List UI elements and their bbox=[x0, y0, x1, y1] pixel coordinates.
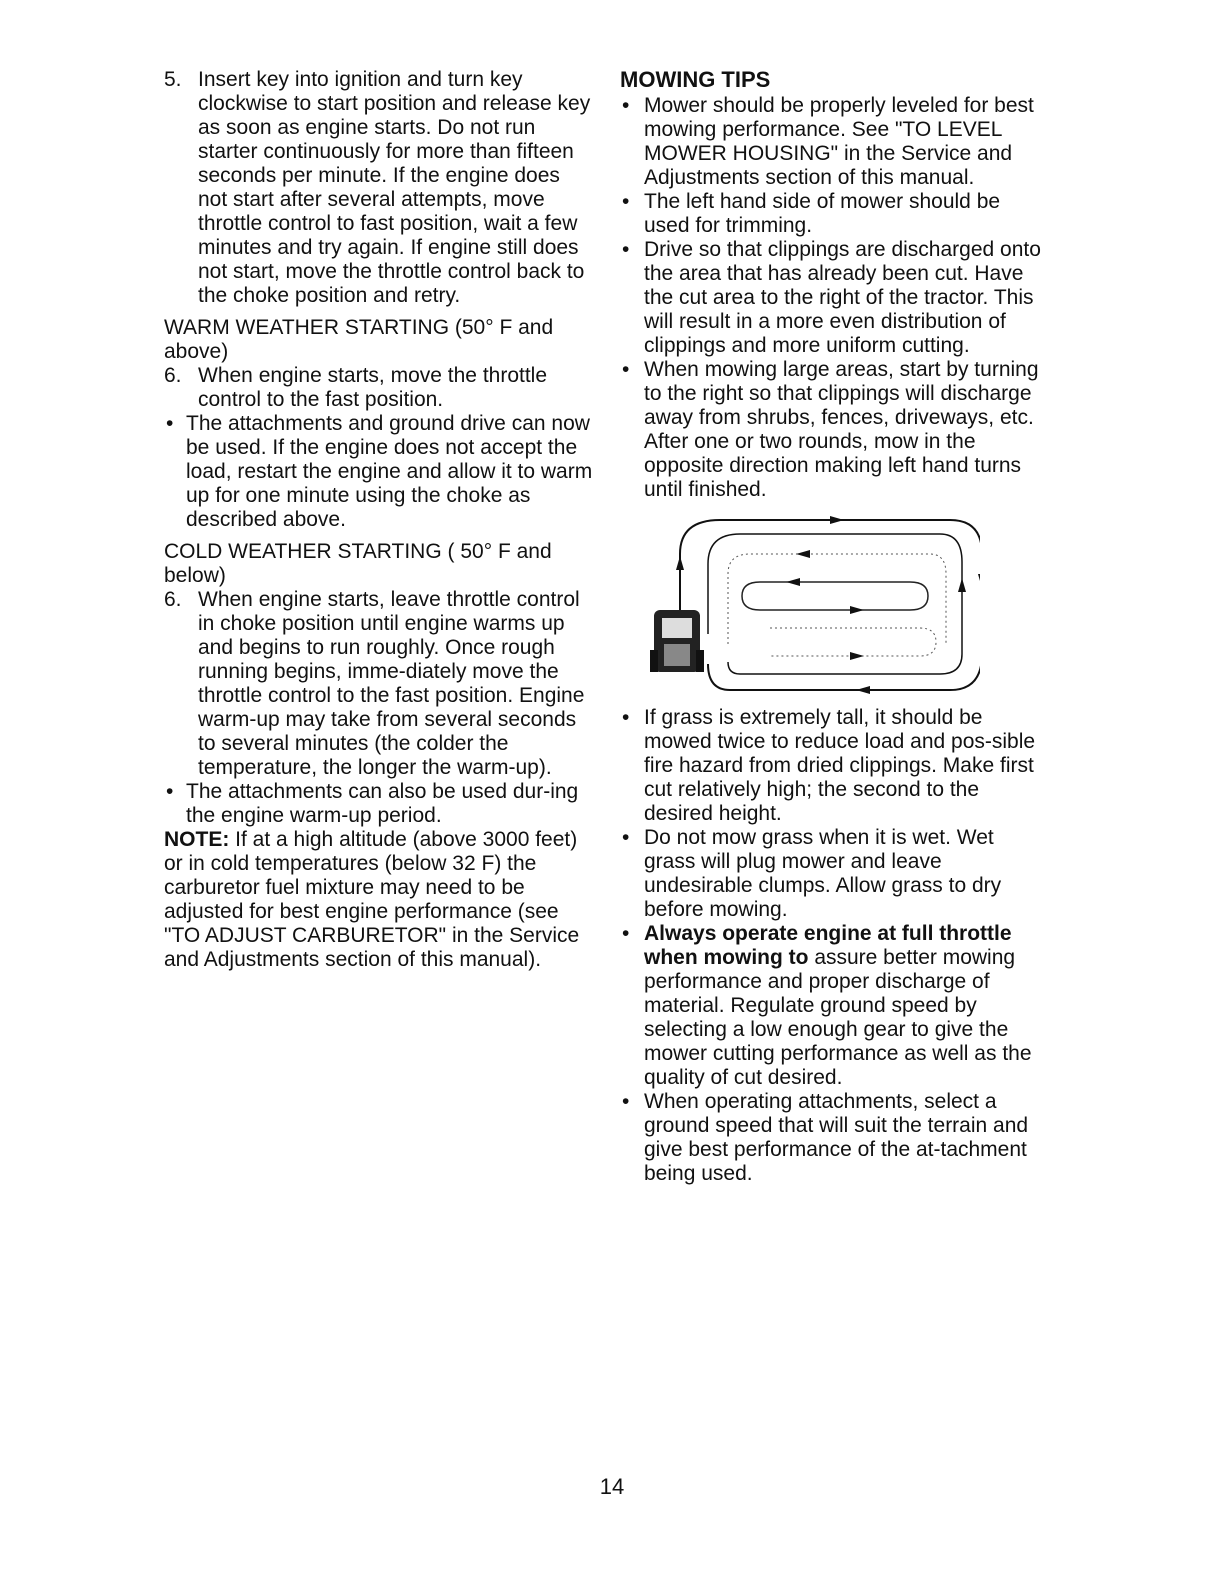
step-5 bbox=[164, 68, 594, 308]
tip-bullet bbox=[620, 358, 1050, 502]
arrow-icon bbox=[830, 516, 844, 524]
cold-bullet-text: The attachments can also be used dur-ing the engine warm-up period. bbox=[186, 780, 579, 827]
bullet-icon: • bbox=[622, 238, 630, 261]
bullet-icon: • bbox=[622, 358, 630, 381]
tip-bullet bbox=[620, 190, 1050, 238]
bullet-icon: • bbox=[622, 1090, 630, 1113]
tip-bullet bbox=[620, 1090, 1050, 1186]
bullet-icon: • bbox=[166, 412, 174, 435]
dotted-path bbox=[728, 554, 946, 644]
note-label: NOTE: bbox=[164, 828, 230, 851]
tip-text: Drive so that clippings are discharged onto the area that has already been cut. Have the cut area to the right of the tractor. This will result in a more even distribution of clippings and more uniform cutting. bbox=[644, 238, 1041, 357]
throttle-tip-bullet bbox=[620, 922, 1050, 1090]
tip-bullet bbox=[620, 94, 1050, 190]
arrow-icon bbox=[850, 606, 864, 614]
tip-bullet bbox=[620, 238, 1050, 358]
tip-bullet bbox=[620, 706, 1050, 826]
cold-weather-heading: COLD WEATHER STARTING ( 50° F and below) bbox=[164, 540, 552, 587]
bullet-icon: • bbox=[622, 94, 630, 117]
inner-oval-dotted bbox=[770, 628, 936, 656]
tip-text: Mower should be properly leveled for best mowing performance. See "TO LEVEL MOWER HOUSING" in the Service and Adjustments section of this manual. bbox=[644, 94, 1034, 189]
warm-bullet-text: The attachments and ground drive can now be used. If the engine does not accept the load, restart the engine and allow it to warm up for one minute using the choke as described above. bbox=[186, 412, 593, 531]
cold-step-6-number: 6. bbox=[164, 588, 182, 611]
tractor-icon bbox=[650, 610, 704, 672]
tip-bullet bbox=[620, 826, 1050, 922]
throttle-tip-text: assure better mowing performance and proper discharge of material. Regulate ground speed by selecting a low enough gear to give the mower cutting performance as well as the quality of cut desired. bbox=[644, 946, 1032, 1089]
mowing-pattern-diagram bbox=[650, 514, 980, 694]
cold-step-6-text: When engine starts, leave throttle control in choke position until engine warms up and begins to run roughly. Once rough running begins, imme-diately move the throttle control to the fast position. Engine warm-up may take from several seconds to several minutes (the colder the temperature, the longer the warm-up). bbox=[198, 588, 585, 779]
tip-text: When mowing large areas, start by turning to the right so that clippings will discharge away from shrubs, fences, driveways, etc. After one or two rounds, mow in the opposite direction making left hand turns until finished. bbox=[644, 358, 1039, 501]
inner-oval bbox=[742, 582, 928, 610]
arrow-icon bbox=[978, 574, 980, 588]
arrow-icon bbox=[786, 578, 800, 586]
warm-step-6-text: When engine starts, move the throttle control to the fast position. bbox=[198, 364, 548, 411]
bullet-icon: • bbox=[622, 922, 630, 945]
arrow-icon bbox=[850, 652, 864, 660]
warm-bullet bbox=[164, 412, 594, 532]
arrow-icon bbox=[676, 556, 684, 570]
note-text: If at a high altitude (above 3000 feet) or in cold temperatures (below 32 F) the carburetor fuel mixture may need to be adjusted for best engine performance (see "TO ADJUST CARBURETOR" in the Service and Adjustments section of this manual). bbox=[164, 828, 580, 971]
warm-step-6 bbox=[164, 364, 594, 412]
tip-text: Do not mow grass when it is wet. Wet grass will plug mower and leave undesirable clumps. Allow grass to dry before mowing. bbox=[644, 826, 1002, 921]
tip-text: If grass is extremely tall, it should be mowed twice to reduce load and pos-sible fire hazard from dried clippings. Make first cut relatively high; the second to the desired height. bbox=[644, 706, 1036, 825]
right-column bbox=[620, 68, 1050, 1186]
cold-bullet bbox=[164, 780, 594, 828]
second-path bbox=[708, 534, 962, 674]
warm-weather-heading: WARM WEATHER STARTING (50° F and above) bbox=[164, 316, 554, 363]
arrow-icon bbox=[856, 686, 870, 694]
arrow-icon bbox=[796, 550, 810, 558]
step-5-text: Insert key into ignition and turn key clockwise to start position and release key as soon as engine starts. Do not run starter continuously for more than fifteen seconds per minute. If the engine does not start after several attempts, move throttle control to fast position, wait a few minutes and try again. If engine still does not start, move the throttle control back to the choke position and retry. bbox=[198, 68, 591, 307]
bullet-icon: • bbox=[622, 826, 630, 849]
bullet-icon: • bbox=[166, 780, 174, 803]
outer-path bbox=[680, 520, 980, 690]
tip-text: The left hand side of mower should be used for trimming. bbox=[644, 190, 1001, 237]
bullet-icon: • bbox=[622, 706, 630, 729]
cold-step-6 bbox=[164, 588, 594, 780]
arrow-icon bbox=[958, 578, 966, 592]
warm-step-6-number: 6. bbox=[164, 364, 182, 387]
tip-text: When operating attachments, select a ground speed that will suit the terrain and give best performance of the at-tachment being used. bbox=[644, 1090, 1029, 1185]
bullet-icon: • bbox=[622, 190, 630, 213]
left-column bbox=[164, 68, 594, 972]
mowing-tips-heading: MOWING TIPS bbox=[620, 67, 771, 92]
note bbox=[164, 828, 594, 972]
throttle-tip-bold: Always operate engine at full throttle when mowing to bbox=[644, 922, 1012, 969]
page-number: 14 bbox=[599, 1474, 625, 1499]
step-5-number: 5. bbox=[164, 68, 182, 91]
